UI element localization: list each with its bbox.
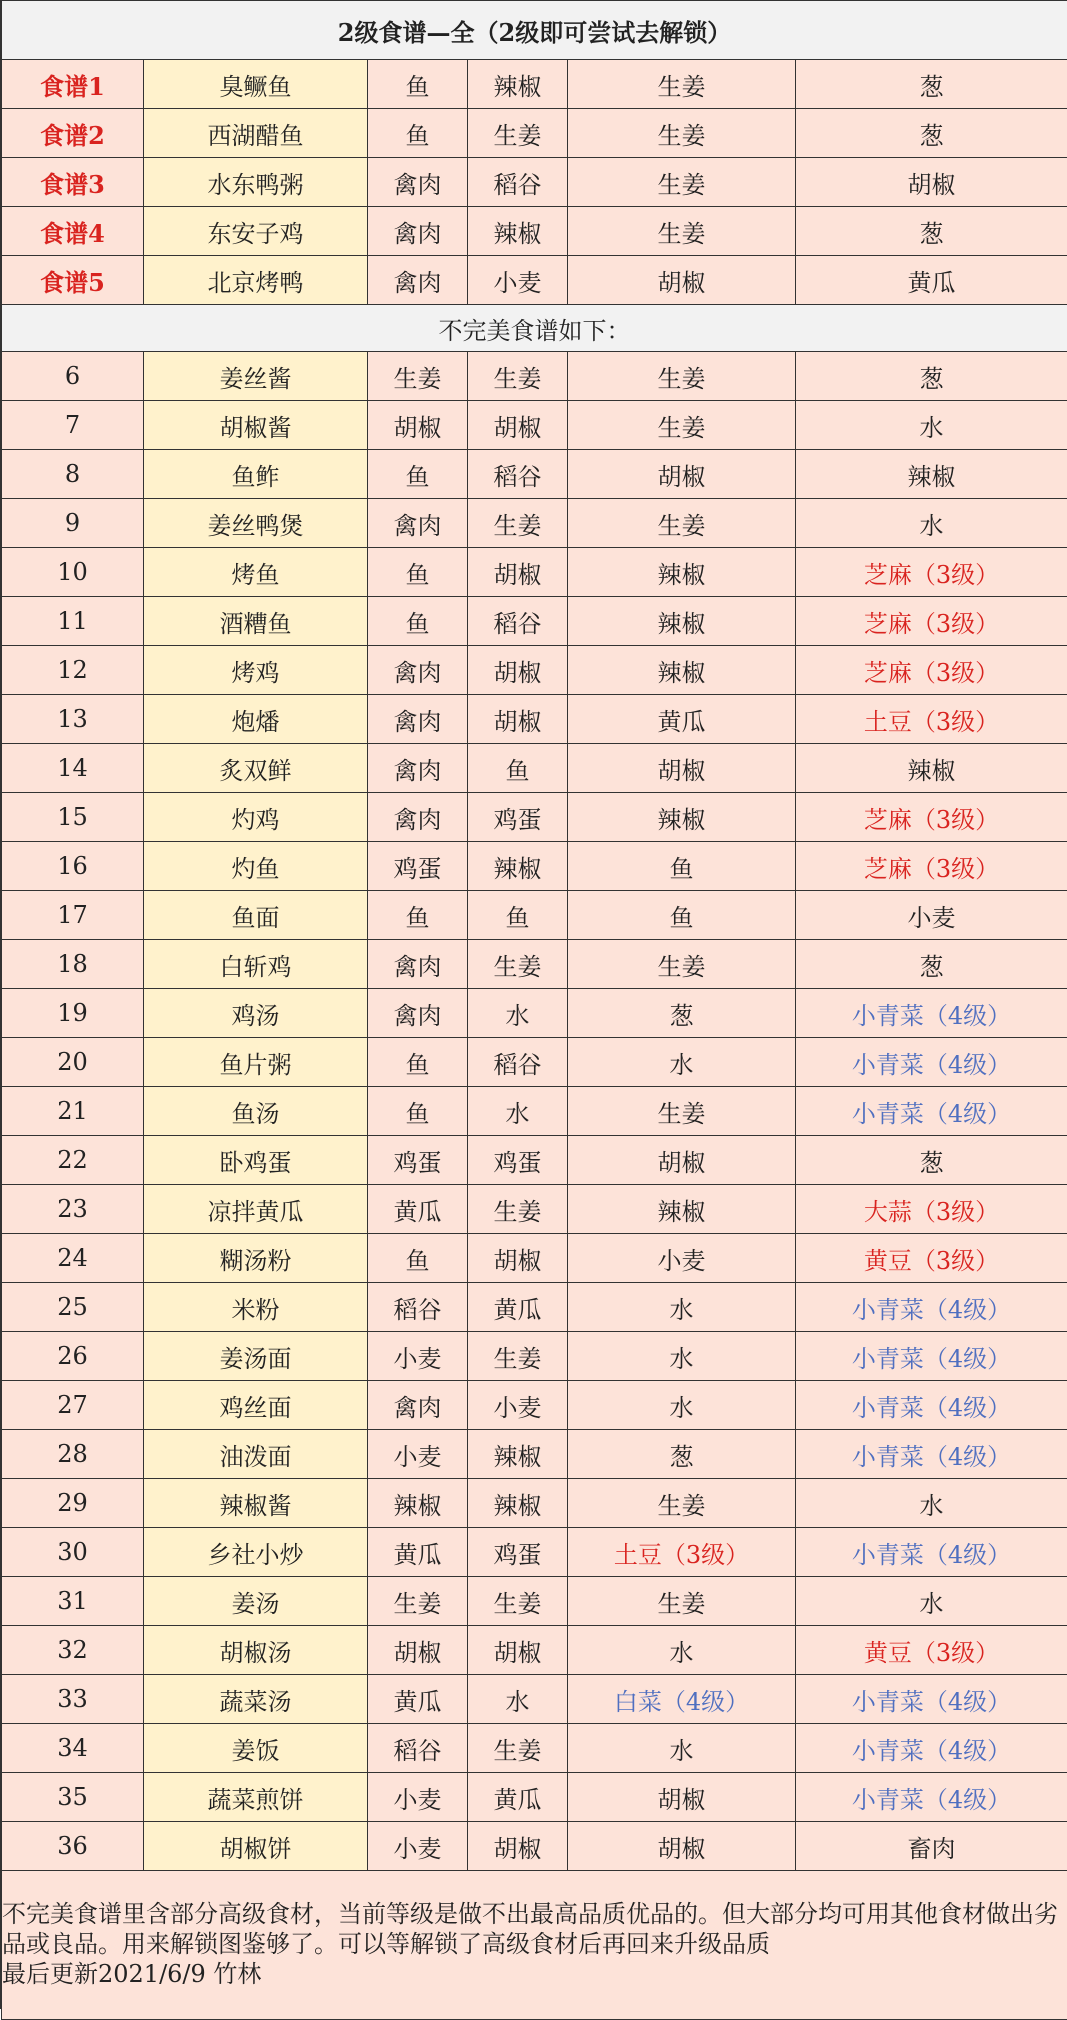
ingredient-3: 葱 — [568, 989, 796, 1038]
ingredient-3: 黄瓜 — [568, 695, 796, 744]
recipe-number: 35 — [2, 1773, 144, 1822]
recipe-label: 食谱3 — [2, 158, 144, 207]
ingredient-1: 禽肉 — [368, 940, 468, 989]
ingredient-2: 辣椒 — [468, 842, 568, 891]
ingredient-1: 禽肉 — [368, 744, 468, 793]
ingredient-2: 鱼 — [468, 891, 568, 940]
recipe-number: 15 — [2, 793, 144, 842]
recipe-row — [2, 1724, 1067, 1773]
ingredient-2: 稻谷 — [468, 450, 568, 499]
recipe-number: 14 — [2, 744, 144, 793]
ingredient-3: 辣椒 — [568, 646, 796, 695]
recipe-row — [2, 1773, 1067, 1822]
ingredient-1: 禽肉 — [368, 207, 468, 256]
recipe-name: 卧鸡蛋 — [144, 1136, 368, 1185]
ingredient-1: 黄瓜 — [368, 1528, 468, 1577]
recipe-name: 胡椒酱 — [144, 401, 368, 450]
recipe-name: 胡椒汤 — [144, 1626, 368, 1675]
recipe-name: 水东鸭粥 — [144, 158, 368, 207]
ingredient-4: 水 — [796, 1577, 1067, 1626]
ingredient-1: 鸡蛋 — [368, 842, 468, 891]
recipe-row — [2, 793, 1067, 842]
recipe-name: 东安子鸡 — [144, 207, 368, 256]
ingredient-4: 葱 — [796, 1136, 1067, 1185]
recipe-row — [2, 207, 1067, 256]
recipe-name: 胡椒饼 — [144, 1822, 368, 1871]
footnote — [2, 1871, 1067, 2020]
ingredient-4: 小青菜（4级） — [796, 1332, 1067, 1381]
ingredient-1: 小麦 — [368, 1332, 468, 1381]
ingredient-3: 水 — [568, 1038, 796, 1087]
ingredient-4: 水 — [796, 499, 1067, 548]
recipe-row — [2, 842, 1067, 891]
ingredient-4: 胡椒 — [796, 158, 1067, 207]
recipe-row — [2, 1430, 1067, 1479]
ingredient-3: 生姜 — [568, 60, 796, 109]
ingredient-3: 辣椒 — [568, 597, 796, 646]
ingredient-4: 黄豆（3级） — [796, 1234, 1067, 1283]
ingredient-1: 黄瓜 — [368, 1675, 468, 1724]
footnote-text: 不完美食谱里含部分高级食材，当前等级是做不出最高品质优品的。但大部分均可用其他食材做出劣品或良品。用来解锁图鉴够了。可以等解锁了高级食材后再回来升级品质 — [2, 1899, 1067, 1959]
recipe-name: 鱼面 — [144, 891, 368, 940]
recipe-row — [2, 548, 1067, 597]
recipe-row — [2, 1185, 1067, 1234]
ingredient-3: 胡椒 — [568, 256, 796, 305]
recipe-name: 油泼面 — [144, 1430, 368, 1479]
recipe-number: 18 — [2, 940, 144, 989]
recipe-name: 糊汤粉 — [144, 1234, 368, 1283]
ingredient-4: 小青菜（4级） — [796, 1528, 1067, 1577]
ingredient-2: 鸡蛋 — [468, 1528, 568, 1577]
recipe-row — [2, 499, 1067, 548]
ingredient-4: 葱 — [796, 352, 1067, 401]
recipe-name: 姜丝鸭煲 — [144, 499, 368, 548]
ingredient-2: 胡椒 — [468, 646, 568, 695]
ingredient-2: 生姜 — [468, 940, 568, 989]
ingredient-3: 生姜 — [568, 352, 796, 401]
ingredient-2: 辣椒 — [468, 1479, 568, 1528]
ingredient-4: 芝麻（3级） — [796, 793, 1067, 842]
recipe-row — [2, 1038, 1067, 1087]
recipe-name: 鱼鲊 — [144, 450, 368, 499]
recipe-row — [2, 1479, 1067, 1528]
recipe-row — [2, 1577, 1067, 1626]
sheet-title: 2级食谱—全（2级即可尝试去解锁） — [2, 1, 1067, 60]
footnote-updated: 最后更新2021/6/9 竹林 — [2, 1959, 1067, 1989]
recipe-name: 鸡丝面 — [144, 1381, 368, 1430]
ingredient-1: 小麦 — [368, 1773, 468, 1822]
ingredient-3: 胡椒 — [568, 1136, 796, 1185]
section-label: 不完美食谱如下： — [2, 305, 1067, 352]
recipe-name: 米粉 — [144, 1283, 368, 1332]
recipe-row — [2, 597, 1067, 646]
ingredient-4: 芝麻（3级） — [796, 548, 1067, 597]
ingredient-3: 辣椒 — [568, 548, 796, 597]
ingredient-3: 水 — [568, 1626, 796, 1675]
recipe-row — [2, 1675, 1067, 1724]
ingredient-2: 稻谷 — [468, 597, 568, 646]
ingredient-2: 水 — [468, 1675, 568, 1724]
recipe-row — [2, 1332, 1067, 1381]
ingredient-1: 禽肉 — [368, 1381, 468, 1430]
ingredient-4: 土豆（3级） — [796, 695, 1067, 744]
recipe-row — [2, 1528, 1067, 1577]
ingredient-3: 生姜 — [568, 207, 796, 256]
recipe-number: 11 — [2, 597, 144, 646]
ingredient-3: 生姜 — [568, 1577, 796, 1626]
recipe-number: 9 — [2, 499, 144, 548]
note-row — [2, 1871, 1067, 2020]
ingredient-1: 胡椒 — [368, 401, 468, 450]
ingredient-1: 辣椒 — [368, 1479, 468, 1528]
recipe-number: 32 — [2, 1626, 144, 1675]
ingredient-4: 水 — [796, 401, 1067, 450]
ingredient-2: 生姜 — [468, 352, 568, 401]
recipe-name: 鱼片粥 — [144, 1038, 368, 1087]
ingredient-1: 稻谷 — [368, 1724, 468, 1773]
recipe-name: 姜饭 — [144, 1724, 368, 1773]
recipe-label: 食谱4 — [2, 207, 144, 256]
ingredient-4: 芝麻（3级） — [796, 646, 1067, 695]
recipe-row — [2, 352, 1067, 401]
recipe-label: 食谱1 — [2, 60, 144, 109]
ingredient-1: 禽肉 — [368, 499, 468, 548]
ingredient-3: 土豆（3级） — [568, 1528, 796, 1577]
ingredient-1: 生姜 — [368, 1577, 468, 1626]
ingredient-1: 鱼 — [368, 1087, 468, 1136]
recipe-number: 26 — [2, 1332, 144, 1381]
ingredient-2: 生姜 — [468, 1724, 568, 1773]
ingredient-4: 小青菜（4级） — [796, 989, 1067, 1038]
ingredient-2: 水 — [468, 1087, 568, 1136]
ingredient-3: 辣椒 — [568, 793, 796, 842]
recipe-number: 8 — [2, 450, 144, 499]
ingredient-4: 辣椒 — [796, 744, 1067, 793]
ingredient-3: 水 — [568, 1381, 796, 1430]
recipe-number: 29 — [2, 1479, 144, 1528]
ingredient-2: 鸡蛋 — [468, 1136, 568, 1185]
recipe-number: 19 — [2, 989, 144, 1038]
ingredient-4: 小青菜（4级） — [796, 1675, 1067, 1724]
recipe-name: 烤鱼 — [144, 548, 368, 597]
recipe-row — [2, 158, 1067, 207]
ingredient-1: 黄瓜 — [368, 1185, 468, 1234]
recipe-label: 食谱2 — [2, 109, 144, 158]
ingredient-4: 葱 — [796, 60, 1067, 109]
ingredient-1: 鱼 — [368, 1038, 468, 1087]
ingredient-2: 稻谷 — [468, 158, 568, 207]
recipe-name: 白斩鸡 — [144, 940, 368, 989]
ingredient-1: 鱼 — [368, 450, 468, 499]
ingredient-3: 辣椒 — [568, 1185, 796, 1234]
ingredient-3: 胡椒 — [568, 744, 796, 793]
ingredient-2: 稻谷 — [468, 1038, 568, 1087]
recipe-row — [2, 401, 1067, 450]
ingredient-4: 黄瓜 — [796, 256, 1067, 305]
recipe-number: 34 — [2, 1724, 144, 1773]
ingredient-1: 稻谷 — [368, 1283, 468, 1332]
recipe-row — [2, 940, 1067, 989]
ingredient-3: 胡椒 — [568, 450, 796, 499]
ingredient-2: 胡椒 — [468, 1822, 568, 1871]
recipe-name: 鸡汤 — [144, 989, 368, 1038]
recipe-name: 烤鸡 — [144, 646, 368, 695]
recipe-name: 酒糟鱼 — [144, 597, 368, 646]
recipe-row — [2, 646, 1067, 695]
ingredient-2: 小麦 — [468, 256, 568, 305]
recipe-table — [1, 0, 1067, 2020]
ingredient-4: 小青菜（4级） — [796, 1283, 1067, 1332]
ingredient-1: 禽肉 — [368, 256, 468, 305]
recipe-row — [2, 109, 1067, 158]
ingredient-1: 小麦 — [368, 1822, 468, 1871]
ingredient-2: 生姜 — [468, 1185, 568, 1234]
ingredient-3: 胡椒 — [568, 1822, 796, 1871]
recipe-number: 31 — [2, 1577, 144, 1626]
recipe-name: 姜汤 — [144, 1577, 368, 1626]
ingredient-1: 鱼 — [368, 548, 468, 597]
recipe-number: 20 — [2, 1038, 144, 1087]
ingredient-2: 生姜 — [468, 1577, 568, 1626]
ingredient-3: 水 — [568, 1724, 796, 1773]
ingredient-4: 小青菜（4级） — [796, 1430, 1067, 1479]
recipe-row — [2, 450, 1067, 499]
recipe-name: 臭鳜鱼 — [144, 60, 368, 109]
ingredient-1: 鸡蛋 — [368, 1136, 468, 1185]
ingredient-2: 水 — [468, 989, 568, 1038]
ingredient-1: 禽肉 — [368, 646, 468, 695]
ingredient-3: 生姜 — [568, 1479, 796, 1528]
ingredient-4: 黄豆（3级） — [796, 1626, 1067, 1675]
recipe-name: 乡社小炒 — [144, 1528, 368, 1577]
recipe-number: 16 — [2, 842, 144, 891]
ingredient-1: 小麦 — [368, 1430, 468, 1479]
recipe-name: 辣椒酱 — [144, 1479, 368, 1528]
ingredient-4: 畜肉 — [796, 1822, 1067, 1871]
recipe-number: 7 — [2, 401, 144, 450]
recipe-number: 22 — [2, 1136, 144, 1185]
recipe-number: 12 — [2, 646, 144, 695]
recipe-row — [2, 1822, 1067, 1871]
recipe-row — [2, 256, 1067, 305]
ingredient-4: 小麦 — [796, 891, 1067, 940]
recipe-number: 10 — [2, 548, 144, 597]
recipe-number: 17 — [2, 891, 144, 940]
ingredient-1: 鱼 — [368, 109, 468, 158]
ingredient-2: 生姜 — [468, 1332, 568, 1381]
ingredient-2: 生姜 — [468, 499, 568, 548]
ingredient-2: 黄瓜 — [468, 1283, 568, 1332]
recipe-row — [2, 989, 1067, 1038]
ingredient-4: 大蒜（3级） — [796, 1185, 1067, 1234]
ingredient-3: 生姜 — [568, 499, 796, 548]
recipe-number: 6 — [2, 352, 144, 401]
recipe-number: 25 — [2, 1283, 144, 1332]
ingredient-3: 胡椒 — [568, 1773, 796, 1822]
recipe-row — [2, 1283, 1067, 1332]
ingredient-2: 鸡蛋 — [468, 793, 568, 842]
ingredient-3: 水 — [568, 1283, 796, 1332]
ingredient-3: 生姜 — [568, 1087, 796, 1136]
recipe-name: 灼鱼 — [144, 842, 368, 891]
ingredient-2: 辣椒 — [468, 207, 568, 256]
ingredient-1: 禽肉 — [368, 793, 468, 842]
ingredient-2: 胡椒 — [468, 695, 568, 744]
recipe-row — [2, 1136, 1067, 1185]
ingredient-1: 禽肉 — [368, 695, 468, 744]
recipe-number: 28 — [2, 1430, 144, 1479]
recipe-number: 27 — [2, 1381, 144, 1430]
ingredient-1: 鱼 — [368, 597, 468, 646]
ingredient-1: 禽肉 — [368, 989, 468, 1038]
recipe-row — [2, 1087, 1067, 1136]
recipe-number: 33 — [2, 1675, 144, 1724]
ingredient-1: 胡椒 — [368, 1626, 468, 1675]
title-row — [2, 1, 1067, 60]
ingredient-4: 小青菜（4级） — [796, 1087, 1067, 1136]
recipe-row — [2, 1381, 1067, 1430]
recipe-row — [2, 695, 1067, 744]
ingredient-2: 辣椒 — [468, 1430, 568, 1479]
ingredient-4: 辣椒 — [796, 450, 1067, 499]
ingredient-4: 水 — [796, 1479, 1067, 1528]
ingredient-1: 鱼 — [368, 60, 468, 109]
ingredient-2: 鱼 — [468, 744, 568, 793]
ingredient-1: 鱼 — [368, 1234, 468, 1283]
ingredient-4: 葱 — [796, 109, 1067, 158]
ingredient-3: 葱 — [568, 1430, 796, 1479]
ingredient-1: 禽肉 — [368, 158, 468, 207]
ingredient-2: 生姜 — [468, 109, 568, 158]
recipe-name: 北京烤鸭 — [144, 256, 368, 305]
ingredient-2: 胡椒 — [468, 401, 568, 450]
recipe-name: 姜丝酱 — [144, 352, 368, 401]
ingredient-1: 生姜 — [368, 352, 468, 401]
recipe-name: 炙双鲜 — [144, 744, 368, 793]
recipe-row — [2, 744, 1067, 793]
recipe-name: 鱼汤 — [144, 1087, 368, 1136]
recipe-name: 灼鸡 — [144, 793, 368, 842]
recipe-name: 蔬菜煎饼 — [144, 1773, 368, 1822]
ingredient-2: 胡椒 — [468, 1626, 568, 1675]
recipe-row — [2, 60, 1067, 109]
ingredient-4: 小青菜（4级） — [796, 1724, 1067, 1773]
recipe-row — [2, 891, 1067, 940]
ingredient-3: 白菜（4级） — [568, 1675, 796, 1724]
ingredient-4: 小青菜（4级） — [796, 1038, 1067, 1087]
recipe-name: 西湖醋鱼 — [144, 109, 368, 158]
ingredient-1: 鱼 — [368, 891, 468, 940]
ingredient-4: 葱 — [796, 207, 1067, 256]
ingredient-4: 小青菜（4级） — [796, 1773, 1067, 1822]
recipe-name: 炮燔 — [144, 695, 368, 744]
recipe-row — [2, 1626, 1067, 1675]
ingredient-2: 胡椒 — [468, 548, 568, 597]
ingredient-4: 葱 — [796, 940, 1067, 989]
recipe-name: 姜汤面 — [144, 1332, 368, 1381]
ingredient-4: 芝麻（3级） — [796, 597, 1067, 646]
recipe-name: 凉拌黄瓜 — [144, 1185, 368, 1234]
recipe-number: 23 — [2, 1185, 144, 1234]
recipe-number: 36 — [2, 1822, 144, 1871]
ingredient-3: 生姜 — [568, 158, 796, 207]
recipe-name: 蔬菜汤 — [144, 1675, 368, 1724]
ingredient-3: 鱼 — [568, 842, 796, 891]
recipe-label: 食谱5 — [2, 256, 144, 305]
ingredient-3: 水 — [568, 1332, 796, 1381]
ingredient-2: 辣椒 — [468, 60, 568, 109]
ingredient-4: 芝麻（3级） — [796, 842, 1067, 891]
ingredient-3: 生姜 — [568, 940, 796, 989]
ingredient-4: 小青菜（4级） — [796, 1381, 1067, 1430]
recipe-number: 21 — [2, 1087, 144, 1136]
ingredient-2: 胡椒 — [468, 1234, 568, 1283]
section-row — [2, 305, 1067, 352]
ingredient-3: 生姜 — [568, 109, 796, 158]
ingredient-2: 小麦 — [468, 1381, 568, 1430]
ingredient-2: 黄瓜 — [468, 1773, 568, 1822]
recipe-number: 30 — [2, 1528, 144, 1577]
ingredient-3: 小麦 — [568, 1234, 796, 1283]
recipe-number: 24 — [2, 1234, 144, 1283]
recipe-row — [2, 1234, 1067, 1283]
recipe-number: 13 — [2, 695, 144, 744]
ingredient-3: 鱼 — [568, 891, 796, 940]
ingredient-3: 生姜 — [568, 401, 796, 450]
